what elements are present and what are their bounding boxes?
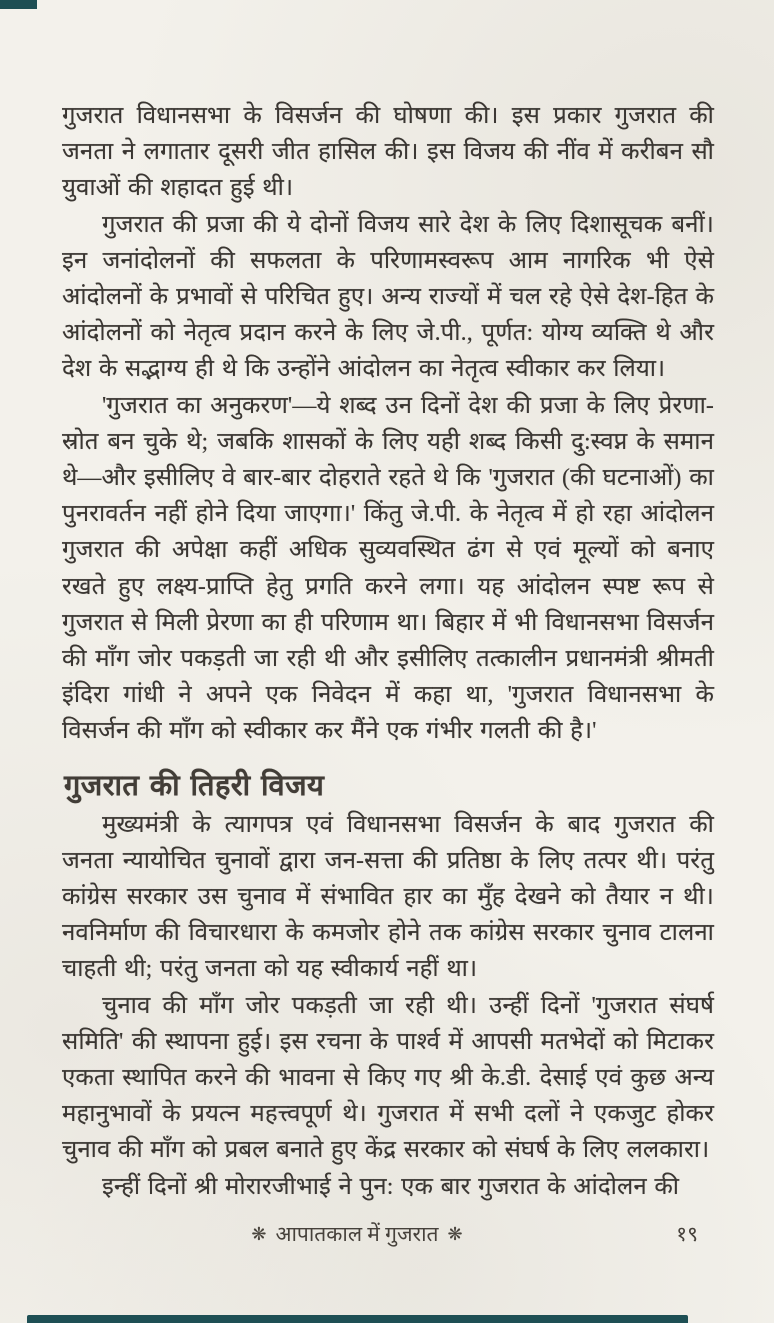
running-title	[62, 1220, 652, 1248]
body-paragraph: गुजरात विधानसभा के विसर्जन की घोषणा की। इस प्रकार गुजरात की जनता ने लगातार दूसरी जीत हासिल की। इस विजय की नींव में करीबन सौ युवाओं की शहादत हुई थी।	[62, 103, 714, 202]
body-paragraph: मुख्यमंत्री के त्यागपत्र एवं विधानसभा विसर्जन के बाद गुजरात की जनता न्यायोचित चुनावों द्वारा जन-सत्ता की प्रतिष्ठा के लिए तत्पर थी। परंतु कांग्रेस सरकार उस चुनाव में संभावित हार का मुँह देखने को तैयार न थी। नवनिर्माण की विचारधारा के कमजोर होने तक कांग्रेस सरकार चुनाव टालना चाहती थी; परंतु जनता को यह स्वीकार्य नहीं था।	[62, 811, 714, 983]
running-title-text: आपातकाल में गुजरात	[275, 1222, 439, 1246]
scan-edge-mark-bottom	[27, 1315, 688, 1323]
page-text-block	[62, 98, 714, 1205]
page-number: १९	[676, 1222, 698, 1246]
body-paragraph: 'गुजरात का अनुकरण'—ये शब्द उन दिनों देश की प्रजा के लिए प्रेरणा-स्रोत बन चुके थे; जबकि शासकों के लिए यही शब्द किसी दु:स्वप्न के समान थे—और इसीलिए वे बार-बार दोहराते रहते थे कि 'गुजरात (की घटनाओं) का पुनरावर्तन नहीं होने दिया जाएगा।' किंतु जे.पी. के नेतृत्व में हो रहा आंदोलन गुजरात की अपेक्षा कहीं अधिक सुव्यवस्थित ढंग से एवं मूल्यों को बनाए रखते हुए लक्ष्य-प्राप्ति हेतु प्रगति करने लगा। यह आंदोलन स्पष्ट रूप से गुजरात से मिली प्रेरणा का ही परिणाम था। बिहार में भी विधानसभा विसर्जन की माँग जोर पकड़ती जा रही थी और इसीलिए तत्कालीन प्रधानमंत्री श्रीमती इंदिरा गांधी ने अपने एक निवेदन में कहा था, 'गुजरात विधानसभा के विसर्जन की माँग को स्वीकार कर मैंने एक गंभीर गलती की है।'	[62, 392, 714, 745]
flower-asterisk-icon: ❋	[447, 1224, 463, 1244]
page-footer	[62, 1220, 714, 1254]
body-paragraph: चुनाव की माँग जोर पकड़ती जा रही थी। उन्हीं दिनों 'गुजरात संघर्ष समिति' की स्थापना हुई। इस रचना के पार्श्व में आपसी मतभेदों को मिटाकर एकता स्थापित करने की भावना से किए गए श्री के.डी. देसाई एवं कुछ अन्य महानुभावों के प्रयत्न महत्त्वपूर्ण थे। गुजरात में सभी दलों ने एकजुट होकर चुनाव की माँग को प्रबल बनाते हुए केंद्र सरकार को संघर्ष के लिए ललकारा।	[62, 992, 714, 1164]
body-paragraph: इन्हीं दिनों श्री मोरारजीभाई ने पुन: एक बार गुजरात के आंदोलन की	[102, 1173, 680, 1200]
section-heading: गुजरात की तिहरी विजय	[64, 767, 325, 802]
body-paragraph: गुजरात की प्रजा की ये दोनों विजय सारे देश के लिए दिशासूचक बनीं। इन जनांदोलनों की सफलता के परिणामस्वरूप आम नागरिक भी ऐसे आंदोलनों के प्रभावों से परिचित हुए। अन्य राज्यों में चल रहे ऐसे देश-हित के आंदोलनों को नेतृत्व प्रदान करने के लिए जे.पी., पूर्णत: योग्य व्यक्ति थे और देश के सद्भाग्य ही थे कि उन्होंने आंदोलन का नेतृत्व स्वीकार कर लिया।	[62, 211, 714, 383]
flower-asterisk-icon: ❋	[251, 1224, 267, 1244]
scan-edge-mark-top	[0, 0, 37, 9]
